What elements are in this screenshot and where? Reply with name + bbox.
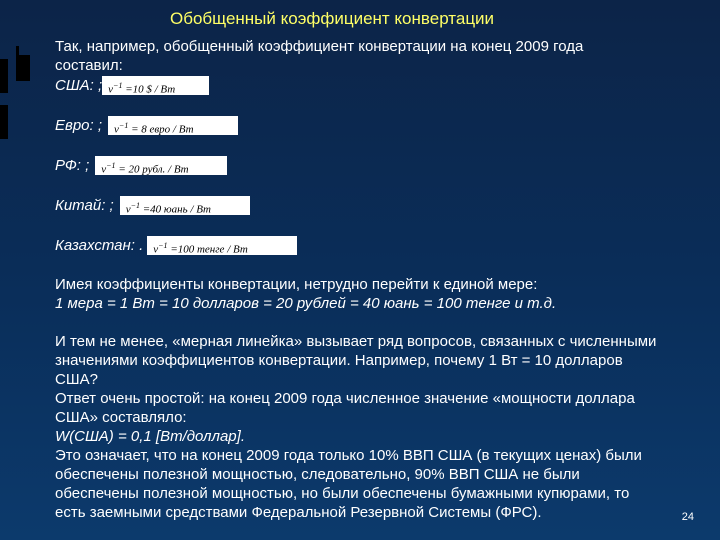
w-value-line: W(США) = 0,1 [Вт/доллар].: [55, 428, 245, 445]
formula-symbol: ν: [114, 123, 119, 136]
slide-title: Обобщенный коэффициент конвертации: [170, 9, 495, 28]
paragraph-line: США?: [55, 371, 98, 388]
formula-box: [108, 116, 238, 135]
coefficient-row: [55, 235, 705, 256]
formula-symbol: ν: [108, 83, 114, 96]
coefficient-row: [55, 155, 705, 176]
formula-symbol: ν: [101, 163, 107, 176]
formula-box: [102, 76, 209, 95]
coefficient-row: [55, 75, 705, 96]
formula-box: [120, 196, 250, 215]
paragraph-line: Это означает, что на конец 2009 года только 10% ВВП США (в текущих ценах) были: [55, 447, 642, 464]
country-label: Евро: ;: [55, 117, 103, 134]
formula-value: = 20 рубл. / Вт: [118, 163, 189, 176]
formula-value: = 8 евро / Вт: [131, 123, 194, 136]
paragraph-line: И тем не менее, «мерная линейка» вызывает ряд вопросов, связанных с численными: [55, 333, 657, 350]
paragraph-line: Ответ очень простой: на конец 2009 года численное значение «мощности доллара: [55, 390, 635, 407]
decorative-mark: [16, 55, 30, 81]
measure-intro: Имея коэффициенты конвертации, нетрудно перейти к единой мере:: [55, 276, 538, 293]
slide-body: [55, 37, 705, 522]
intro-line: Так, например, обобщенный коэффициент конвертации на конец 2009 года: [55, 38, 584, 55]
formula-exponent: −1: [113, 81, 123, 90]
formula-value: =40 юань / Вт: [142, 203, 211, 216]
formula-box: [147, 236, 297, 255]
page-number: 24: [681, 511, 694, 523]
paragraph-line: обеспечены полезной мощностью, но были обеспечены бумажными купюрами, то: [55, 485, 630, 502]
paragraph-line: обеспечены полезной мощностью, следовательно, 90% ВВП США не были: [55, 466, 580, 483]
left-edge-bar: [0, 105, 8, 139]
left-edge-bar: [0, 59, 8, 93]
coefficient-row: [55, 195, 705, 216]
paragraph-line: США» составляло:: [55, 409, 187, 426]
formula-value: =10 $ / Вт: [125, 83, 176, 96]
country-label: РФ: ;: [55, 157, 90, 174]
formula-value: =100 тенге / Вт: [170, 243, 248, 256]
formula-exponent: −1: [130, 201, 140, 210]
formula-exponent: −1: [118, 121, 129, 130]
formula-symbol: ν: [153, 243, 159, 256]
formula-box: [95, 156, 227, 175]
formula-exponent: −1: [158, 241, 168, 250]
country-label: Китай: ;: [55, 197, 114, 214]
country-label: Казахстан: .: [55, 237, 144, 254]
country-label: США: ;: [55, 77, 103, 94]
intro-line: составил:: [55, 57, 123, 74]
paragraph-line: есть заемными средствами Федеральной Резервной Системы (ФРС).: [55, 504, 542, 521]
formula-exponent: −1: [106, 161, 116, 170]
formula-symbol: ν: [125, 203, 131, 216]
paragraph-line: значениями коэффициентов конвертации. Например, почему 1 Вт = 10 долларов: [55, 352, 623, 369]
coefficient-row: [55, 115, 705, 136]
measure-line: 1 мера = 1 Вт = 10 долларов = 20 рублей = 40 юань = 100 тенге и т.д.: [55, 295, 557, 312]
